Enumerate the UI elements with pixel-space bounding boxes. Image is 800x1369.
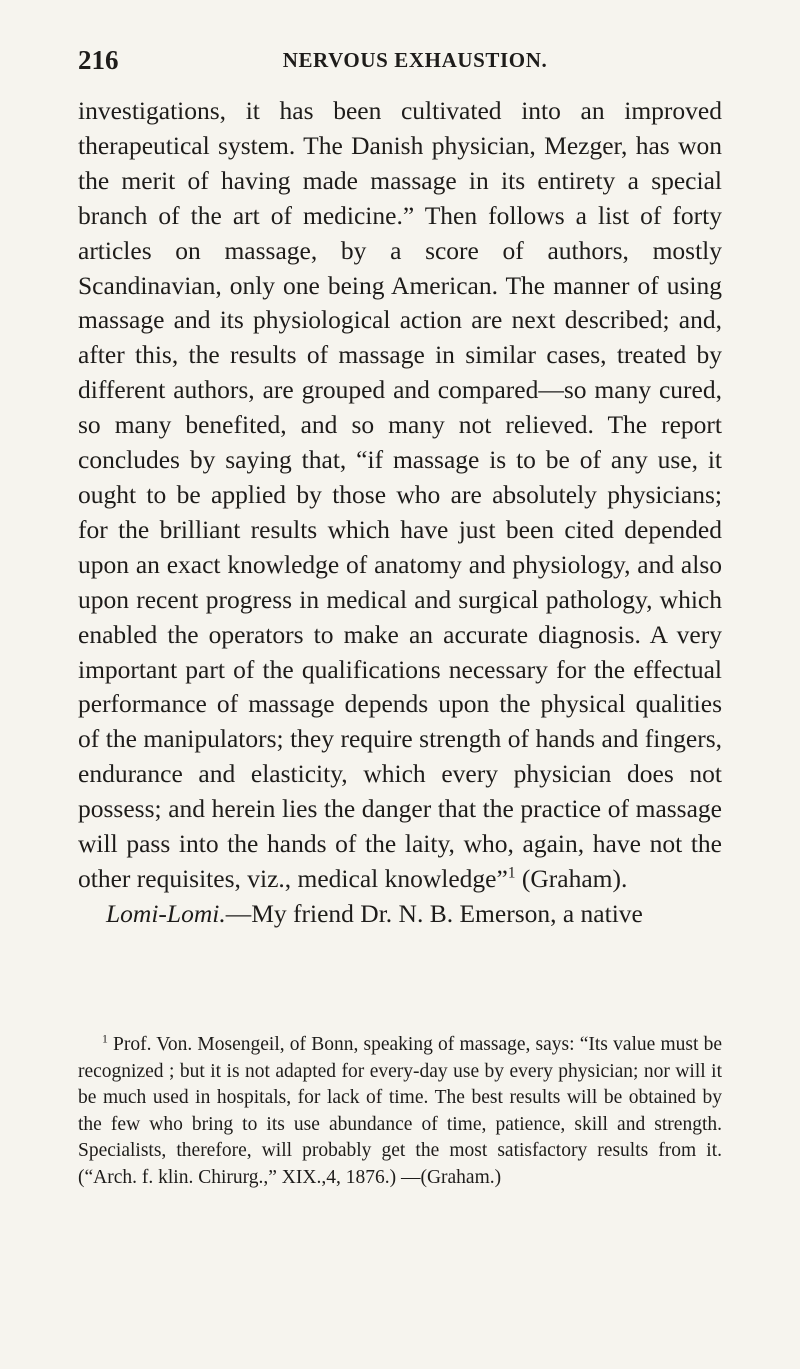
paragraph-2: [78, 897, 722, 932]
paragraph-1-text: investigations, it has been cultivated into an improved therapeutical system. The Danish physician, Mezger, has won the merit of having made massage in its entirety a special branch of the art of medicine.” Then follows a list of forty articles on massage, by a score of authors, mostly Scandinavian, only one being American. The manner of using massage and its physiological action are next described; and, after this, the results of massage in similar cases, treated by different authors, are grouped and compared—so many cured, so many benefited, and so many not relieved. The report concludes by saying that, “if massage is to be of any use, it ought to be applied by those who are absolutely physicians; for the brilliant results which have just been cited depended upon an exact knowledge of anatomy and physiology, and also upon recent progress in medical and surgical pathology, which enabled the operators to make an accurate diagnosis. A very important part of the qualifications necessary for the effectual performance of massage depends upon the physical qualities of the manipulators; they require strength of hands and fingers, endurance and elasticity, which every physician does not possess; and herein lies the danger that the practice of massage will pass into the hands of the laity, who, again, have not the other requisites, viz., medical knowledge”: [78, 96, 722, 893]
footnote-1-text: Prof. Von. Mosengeil, of Bonn, speaking of massage, says: “Its value must be recognized ; but it is not adapted for every-day use by every physician; nor will it be much used in hospitals, for lack of time. The best results will be obtained by the few who bring to its use abundance of time, patience, skill and strength. Specialists, therefore, will probably get the most satisfactory results from it. (“Arch. f. klin. Chirurg.,” XIX.,4, 1876.) —(Graham.): [78, 1034, 722, 1188]
running-title: NERVOUS EXHAUSTION.: [282, 48, 548, 72]
body-text: [78, 94, 722, 932]
footnote-reference[interactable]: 1: [507, 864, 516, 882]
running-head: [78, 42, 722, 78]
footnotes: [78, 1032, 722, 1191]
paragraph-2-text: —My friend Dr. N. B. Emerson, a native: [225, 898, 643, 928]
section-run-in-heading: Lomi-Lomi.: [106, 898, 226, 928]
footnote-marker: 1: [102, 1032, 108, 1046]
paragraph-1: [78, 94, 722, 897]
paragraph-1-tail: (Graham).: [515, 863, 628, 893]
page-number: 216: [78, 45, 119, 75]
footnote-1: [78, 1032, 722, 1191]
